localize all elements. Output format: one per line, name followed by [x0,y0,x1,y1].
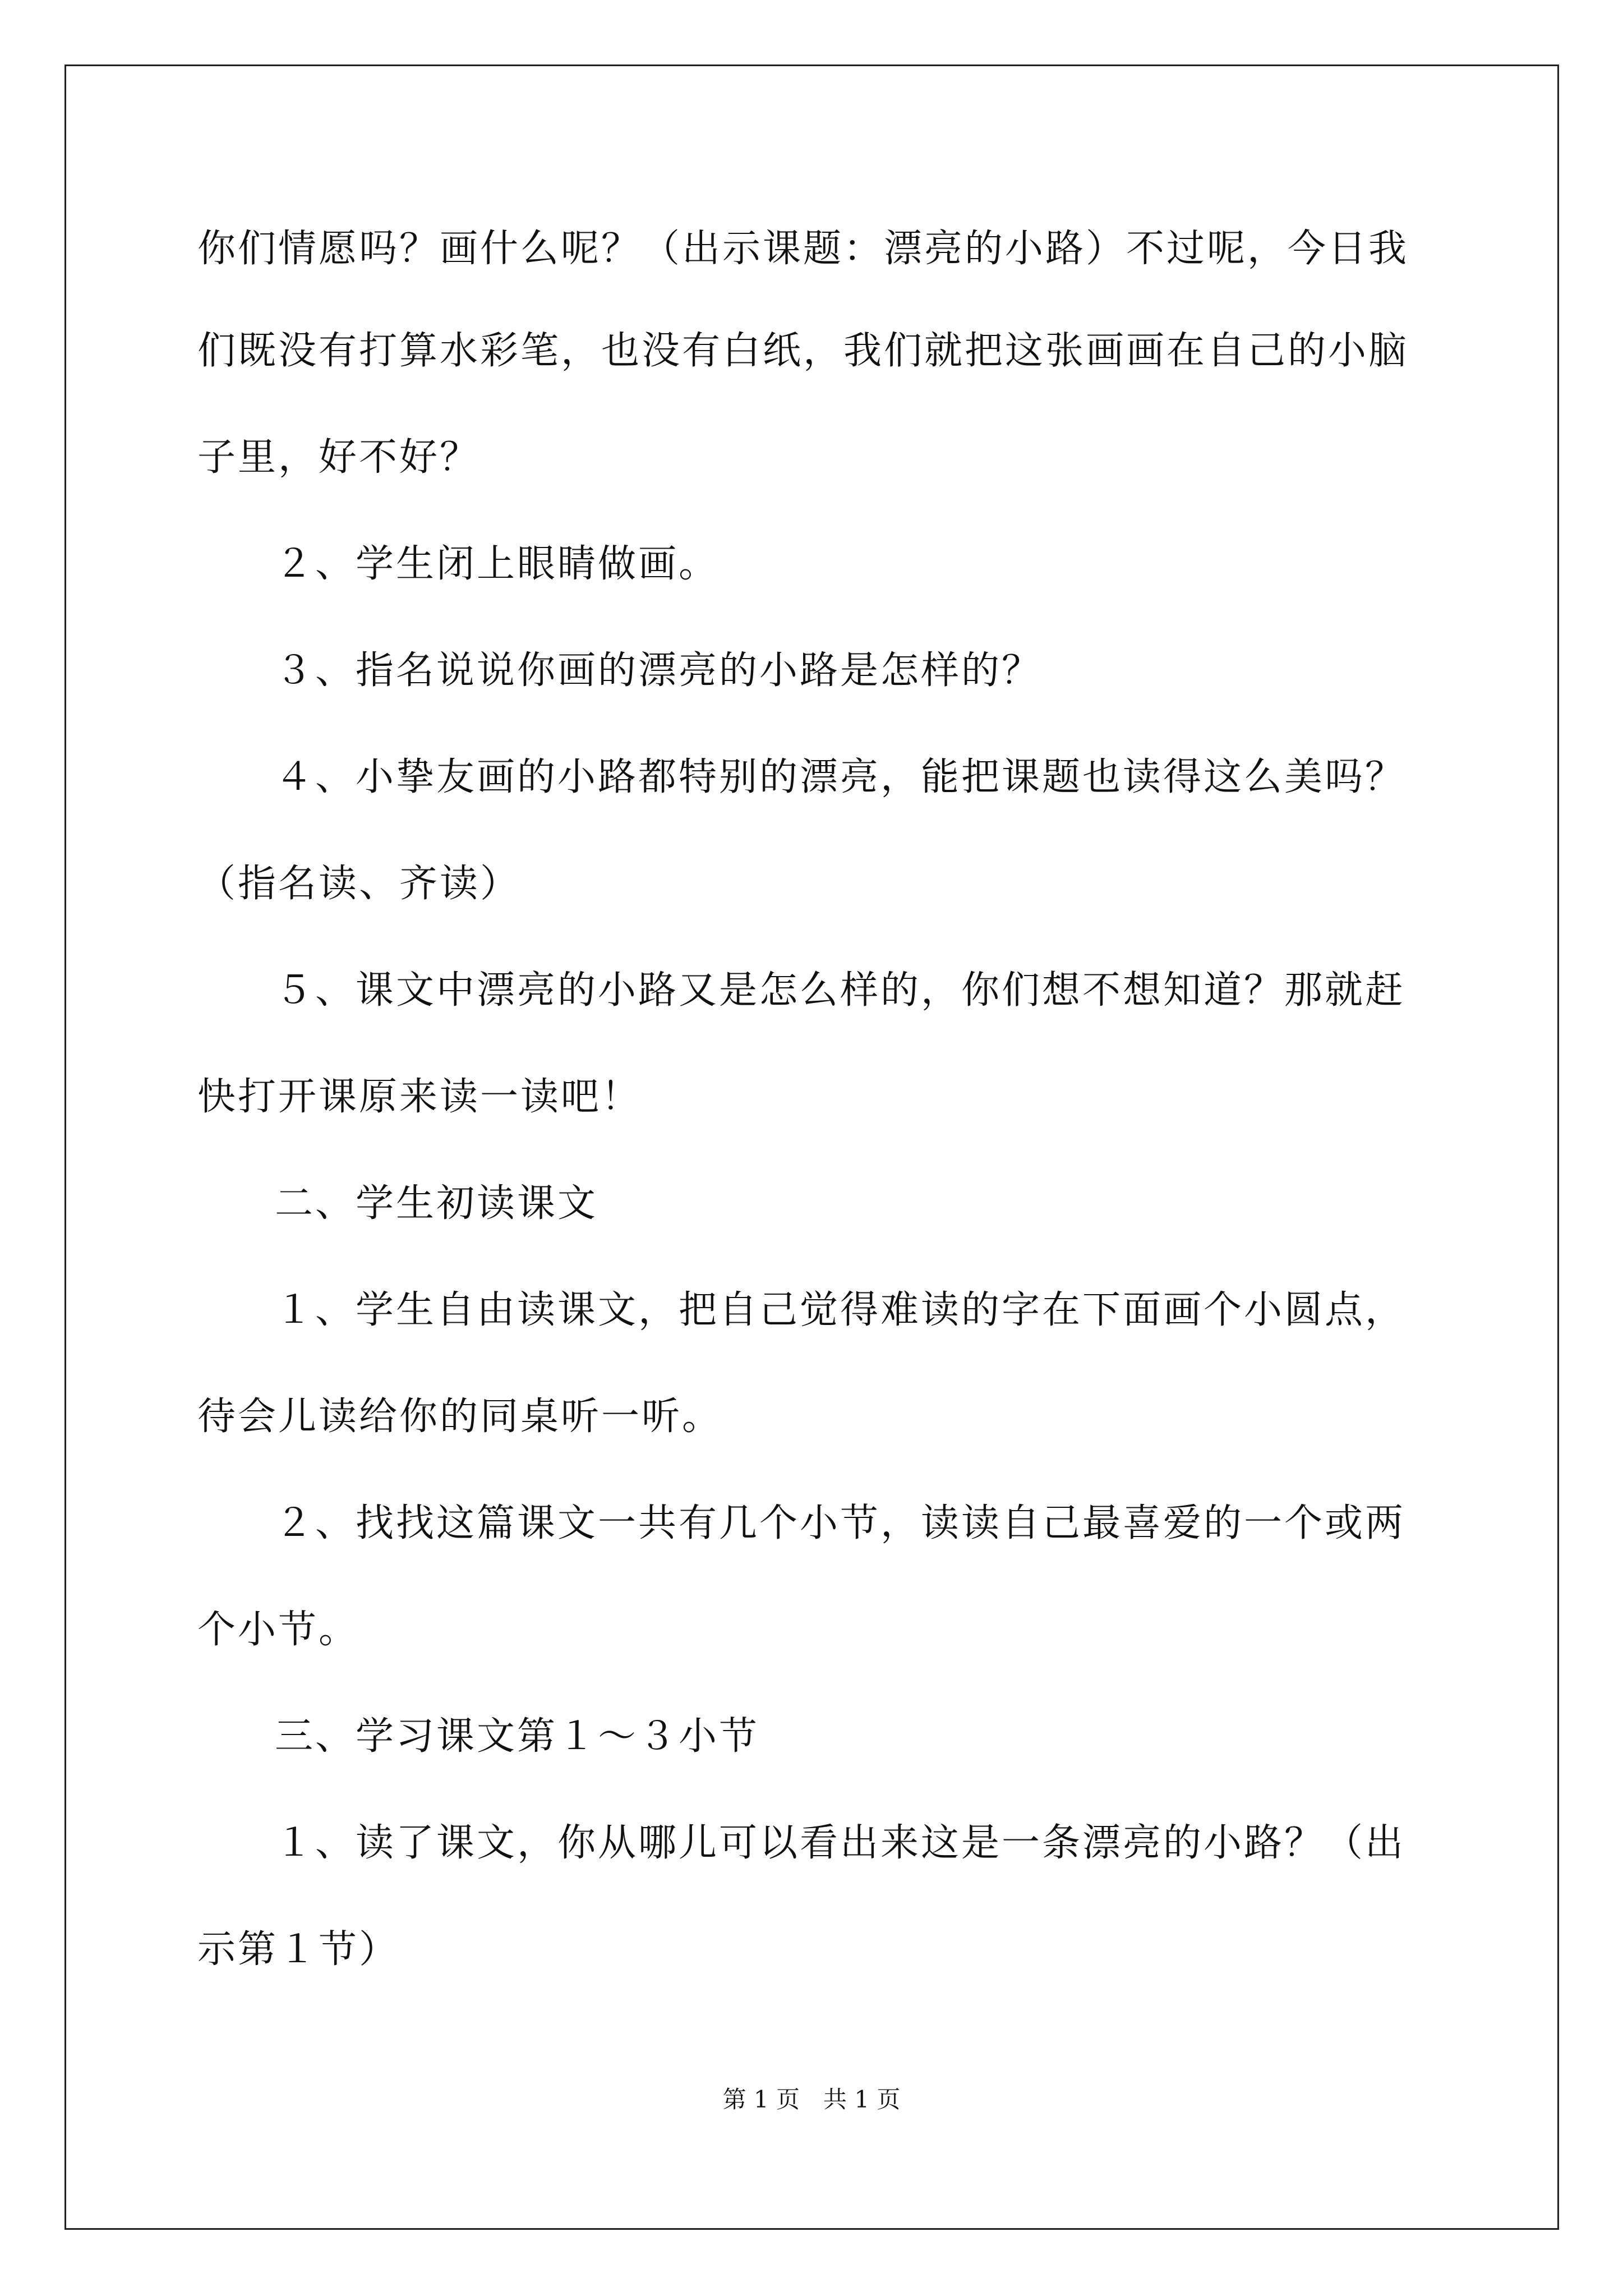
page-footer: 第 1 页 共 1 页 [722,2086,901,2113]
text-line-3: 子里，好不好？ [197,435,481,480]
text-line-17: 示第１节） [197,1927,400,1972]
text-line-2: 们既没有打算水彩笔，也没有白纸，我们就把这张画画在自己的小脑 [197,329,1409,373]
text-line-5: ３、指名说说你画的漂亮的小路是怎样的？ [275,648,1043,693]
text-line-4: ２、学生闭上眼睛做画。 [275,542,720,586]
text-line-1: 你们情愿吗？画什么呢？（出示课题：漂亮的小路）不过呢，今日我 [197,227,1409,271]
text-line-16: １、读了课文，你从哪儿可以看出来这是一条漂亮的小路？（出 [275,1821,1406,1865]
page-border [64,65,1559,2230]
section-heading-2: 二、学生初读课文 [275,1181,598,1226]
text-line-9: 快打开课原来读一读吧！ [197,1075,642,1119]
text-line-12: 待会儿读给你的同桌听一听。 [197,1395,723,1439]
text-line-6: ４、小挚友画的小路都特别的漂亮，能把课题也读得这么美吗？ [275,755,1406,799]
text-line-7: （指名读、齐读） [197,862,521,906]
text-line-14: 个小节。 [197,1608,359,1652]
section-heading-3: 三、学习课文第１～３小节 [275,1714,760,1759]
text-line-13: ２、找找这篇课文一共有几个小节，读读自己最喜爱的一个或两 [275,1501,1406,1545]
text-line-8: ５、课文中漂亮的小路又是怎么样的，你们想不想知道？那就赶 [275,968,1406,1013]
text-line-11: １、学生自由读课文，把自己觉得难读的字在下面画个小圆点， [275,1288,1406,1332]
